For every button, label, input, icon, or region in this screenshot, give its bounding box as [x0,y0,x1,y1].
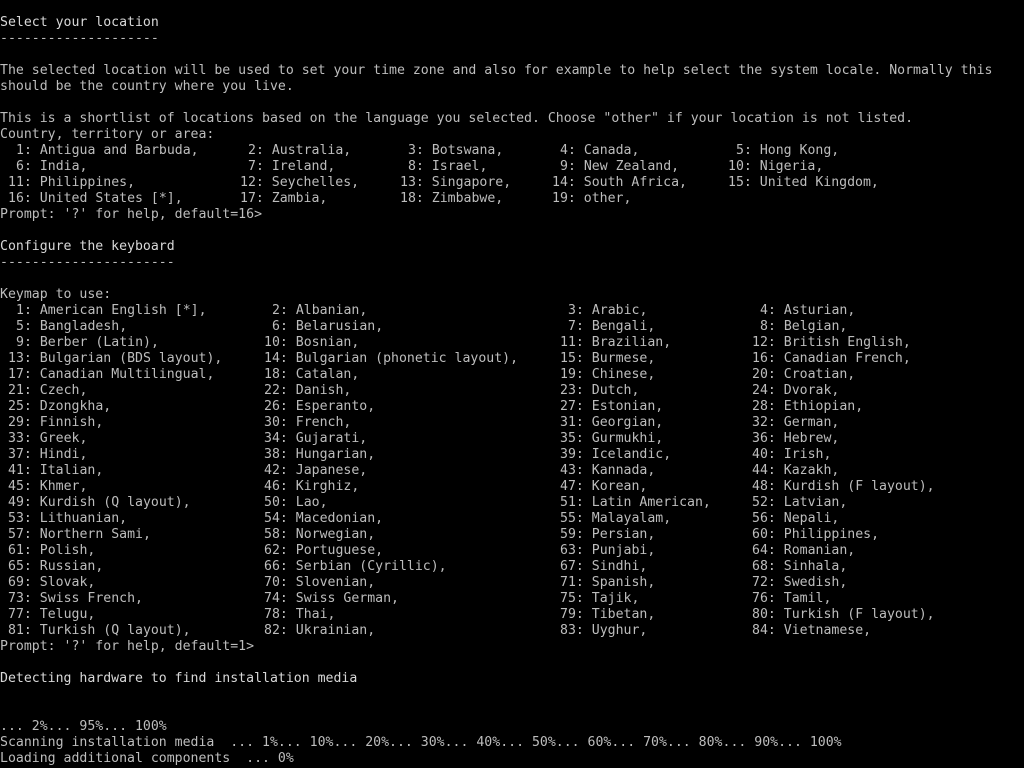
keymap-options-row [0,591,1024,607]
keymap-option[interactable]: 83: Uyghur, [560,623,648,638]
location-option[interactable]: 6: India, [16,159,88,174]
keymap-option[interactable]: 80: Turkish (F layout), [752,607,935,622]
keymap-option[interactable]: 11: Brazilian, [560,335,672,350]
keymap-option[interactable]: 63: Punjabi, [560,543,656,558]
keymap-option[interactable]: 38: Hungarian, [264,447,376,462]
location-title-underline: -------------------- [0,31,159,46]
keymap-option[interactable]: 66: Serbian (Cyrillic), [264,559,447,574]
keymap-options-row [0,367,1024,383]
keymap-option[interactable]: 72: Swedish, [752,575,848,590]
keymap-option[interactable]: 76: Tamil, [752,591,832,606]
keymap-option[interactable]: 4: Asturian, [760,303,856,318]
location-option[interactable]: 19: other, [552,191,632,206]
location-option[interactable]: 18: Zimbabwe, [400,191,504,206]
location-option[interactable]: 7: Ireland, [248,159,336,174]
keymap-options-row [0,319,1024,335]
location-options-row [0,175,1024,191]
keymap-option[interactable]: 46: Kirghiz, [264,479,360,494]
keymap-options-row [0,415,1024,431]
keymap-option[interactable]: 69: Slovak, [8,575,96,590]
keymap-option[interactable]: 75: Tajik, [560,591,640,606]
keymap-option[interactable]: 59: Persian, [560,527,656,542]
keymap-options-row [0,575,1024,591]
keymap-option[interactable]: 23: Dutch, [560,383,640,398]
keymap-option[interactable]: 81: Turkish (Q layout), [8,623,191,638]
keymap-option[interactable]: 45: Khmer, [8,479,88,494]
keymap-option[interactable]: 9: Berber (Latin), [16,335,159,350]
location-option[interactable]: 9: New Zealand, [560,159,680,174]
keymap-option[interactable]: 1: American English [*], [16,303,207,318]
location-option[interactable]: 4: Canada, [560,143,640,158]
keymap-list [0,303,1024,639]
keymap-option[interactable]: 77: Telugu, [8,607,96,622]
keymap-option[interactable]: 17: Canadian Multilingual, [8,367,215,382]
location-option[interactable]: 14: South Africa, [552,175,687,190]
keymap-option[interactable]: 13: Bulgarian (BDS layout), [8,351,223,366]
keymap-options-row [0,383,1024,399]
location-title: Select your location [0,15,159,30]
keymap-option[interactable]: 37: Hindi, [8,447,88,462]
keymap-option[interactable]: 73: Swiss French, [8,591,143,606]
location-options-row [0,159,1024,175]
keymap-option[interactable]: 51: Latin American, [560,495,711,510]
keymap-option[interactable]: 70: Slovenian, [264,575,376,590]
keymap-option[interactable]: 3: Arabic, [568,303,648,318]
keymap-option[interactable]: 29: Finnish, [8,415,104,430]
keymap-options-row [0,399,1024,415]
keymap-options-row [0,351,1024,367]
keymap-options-row [0,559,1024,575]
keymap-option[interactable]: 19: Chinese, [560,367,656,382]
keymap-option[interactable]: 30: French, [264,415,352,430]
keymap-option[interactable]: 62: Portuguese, [264,543,384,558]
scanning-media-progress: Scanning installation media ... 1%... 10%... 20%... 30%... 40%... 50%... 60%... 70%... 80%... 90%... 100% [0,735,842,750]
keymap-option[interactable]: 10: Bosnian, [264,335,360,350]
blank-line [0,223,1024,239]
keymap-option[interactable]: 84: Vietnamese, [752,623,872,638]
keymap-option[interactable]: 50: Lao, [264,495,328,510]
location-options-row [0,143,1024,159]
location-list-label: Country, territory or area: [0,127,215,142]
keymap-option[interactable]: 31: Georgian, [560,415,664,430]
keymap-option[interactable]: 35: Gurmukhi, [560,431,664,446]
keymap-option[interactable]: 27: Estonian, [560,399,664,414]
keymap-option[interactable]: 25: Dzongkha, [8,399,112,414]
location-option[interactable]: 17: Zambia, [240,191,328,206]
keymap-options-row [0,495,1024,511]
keymap-option[interactable]: 71: Spanish, [560,575,656,590]
keymap-option[interactable]: 52: Latvian, [752,495,848,510]
hardware-detect-title: Detecting hardware to find installation media [0,671,358,686]
location-shortlist-note: This is a shortlist of locations based on the language you selected. Choose "other" if your location is not listed. [0,111,914,126]
keymap-option[interactable]: 55: Malayalam, [560,511,672,526]
keymap-option[interactable]: 20: Croatian, [752,367,856,382]
blank-line [0,655,1024,671]
location-option[interactable]: 3: Botswana, [408,143,504,158]
blank-line [0,95,1024,111]
keymap-option[interactable]: 67: Sindhi, [560,559,648,574]
location-option[interactable]: 10: Nigeria, [728,159,824,174]
keymap-option[interactable]: 12: British English, [752,335,911,350]
keymap-option[interactable]: 2: Albanian, [272,303,368,318]
keymap-option[interactable]: 5: Bangladesh, [16,319,128,334]
keyboard-list-label: Keymap to use: [0,287,112,302]
keymap-option[interactable]: 40: Irish, [752,447,832,462]
keymap-option[interactable]: 61: Polish, [8,543,96,558]
keymap-option[interactable]: 14: Bulgarian (phonetic layout), [264,351,519,366]
keymap-option[interactable]: 42: Japanese, [264,463,368,478]
keyboard-title: Configure the keyboard [0,239,175,254]
location-option[interactable]: 5: Hong Kong, [736,143,840,158]
keymap-option[interactable]: 54: Macedonian, [264,511,384,526]
keymap-option[interactable]: 21: Czech, [8,383,88,398]
keymap-options-row [0,479,1024,495]
keymap-option[interactable]: 44: Kazakh, [752,463,840,478]
location-prompt[interactable]: Prompt: '?' for help, default=16> [0,207,263,222]
keymap-option[interactable]: 26: Esperanto, [264,399,376,414]
keymap-option[interactable]: 58: Norwegian, [264,527,376,542]
keymap-options-row [0,623,1024,639]
location-options-row [0,191,1024,207]
location-description-line-2: should be the country where you live. [0,79,294,94]
location-option[interactable]: 8: Israel, [408,159,488,174]
keymap-option[interactable]: 39: Icelandic, [560,447,672,462]
keymap-option[interactable]: 16: Canadian French, [752,351,911,366]
keymap-option[interactable]: 49: Kurdish (Q layout), [8,495,191,510]
keymap-option[interactable]: 32: German, [752,415,840,430]
keymap-option[interactable]: 43: Kannada, [560,463,656,478]
installer-console [0,15,1024,767]
keymap-options-row [0,463,1024,479]
keymap-option[interactable]: 53: Lithuanian, [8,511,128,526]
keymap-option[interactable]: 82: Ukrainian, [264,623,376,638]
location-option[interactable]: 11: Philippines, [8,175,136,190]
location-description-line-1: The selected location will be used to set your time zone and also for example to help select the system locale. Normally this [0,63,993,78]
keymap-option[interactable]: 65: Russian, [8,559,104,574]
keyboard-title-underline: ---------------------- [0,255,175,270]
keymap-options-row [0,607,1024,623]
keymap-options-row [0,527,1024,543]
keymap-options-row [0,511,1024,527]
blank-line [0,703,1024,719]
location-option[interactable]: 15: United Kingdom, [728,175,879,190]
keymap-option[interactable]: 18: Catalan, [264,367,360,382]
location-option[interactable]: 16: United States [*], [8,191,183,206]
keymap-option[interactable]: 60: Philippines, [752,527,880,542]
loading-components-progress: Loading additional components ... 0% [0,751,294,766]
keymap-options-row [0,447,1024,463]
hardware-progress-line: ... 2%... 95%... 100% [0,719,167,734]
location-option[interactable]: 13: Singapore, [400,175,512,190]
blank-line [0,271,1024,287]
keymap-option[interactable]: 48: Kurdish (F layout), [752,479,935,494]
keymap-option[interactable]: 8: Belgian, [760,319,848,334]
keymap-option[interactable]: 64: Romanian, [752,543,856,558]
keymap-option[interactable]: 33: Greek, [8,431,88,446]
keymap-option[interactable]: 7: Bengali, [568,319,656,334]
keymap-option[interactable]: 47: Korean, [560,479,648,494]
blank-line [0,687,1024,703]
keymap-option[interactable]: 6: Belarusian, [272,319,384,334]
keymap-options-row [0,543,1024,559]
keymap-option[interactable]: 78: Thai, [264,607,336,622]
keymap-option[interactable]: 22: Danish, [264,383,352,398]
keymap-option[interactable]: 57: Northern Sami, [8,527,151,542]
location-option[interactable]: 2: Australia, [248,143,352,158]
keymap-option[interactable]: 28: Ethiopian, [752,399,864,414]
keymap-option[interactable]: 34: Gujarati, [264,431,368,446]
keymap-option[interactable]: 24: Dvorak, [752,383,840,398]
keymap-option[interactable]: 15: Burmese, [560,351,656,366]
keymap-option[interactable]: 36: Hebrew, [752,431,840,446]
location-option[interactable]: 12: Seychelles, [240,175,360,190]
keymap-options-row [0,303,1024,319]
blank-line [0,47,1024,63]
keymap-option[interactable]: 68: Sinhala, [752,559,848,574]
location-option[interactable]: 1: Antigua and Barbuda, [16,143,199,158]
keymap-option[interactable]: 74: Swiss German, [264,591,399,606]
keymap-option[interactable]: 79: Tibetan, [560,607,656,622]
keymap-option[interactable]: 41: Italian, [8,463,104,478]
keymap-options-row [0,335,1024,351]
keymap-option[interactable]: 56: Nepali, [752,511,840,526]
keyboard-prompt[interactable]: Prompt: '?' for help, default=1> [0,639,255,654]
keymap-options-row [0,431,1024,447]
